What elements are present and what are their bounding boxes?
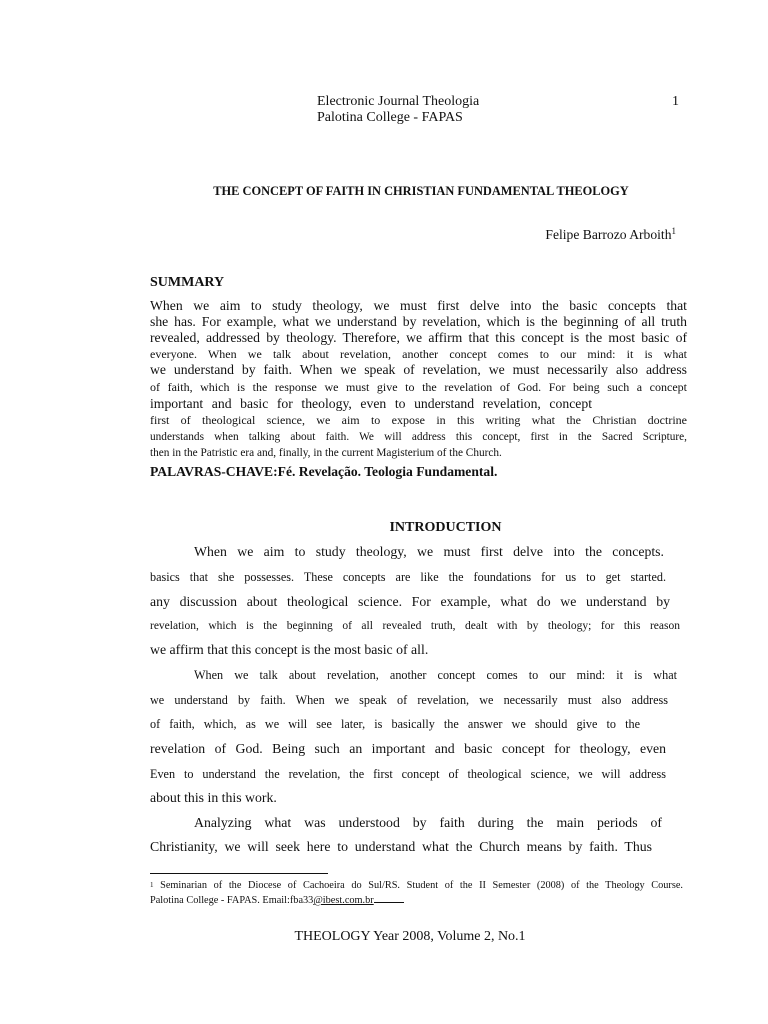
summary-line: revealed, addressed by theology. Therefore, we affirm that this concept is the most basic of xyxy=(150,330,687,345)
paragraph-line: revelation, which is the beginning of all revealed truth, dealt with by theology; for this reason xyxy=(150,620,680,632)
summary-line: When we aim to study theology, we must first delve into the basic concepts that xyxy=(150,298,687,313)
paragraph-line: revelation of God. Being such an important and basic concept for theology, even xyxy=(150,741,666,756)
keywords: PALAVRAS-CHAVE:Fé. Revelação. Teologia Fundamental. xyxy=(150,464,498,479)
footnote-mark: 1 xyxy=(150,881,154,889)
paragraph-line: Even to understand the revelation, the first concept of theological science, we will address xyxy=(150,767,666,781)
summary-line: understands when talking about faith. We will address this concept, first in the Sacred Scripture, xyxy=(150,431,687,443)
summary-line: she has. For example, what we understand by revelation, which is the beginning of all truth xyxy=(150,314,687,329)
summary-line: important and basic for theology, even to understand revelation, concept xyxy=(150,396,592,411)
paragraph-line: any discussion about theological science. For example, what do we understand by xyxy=(150,594,670,609)
paragraph-line: we understand by faith. When we speak of revelation, we necessarily must also address xyxy=(150,693,668,707)
paragraph-line: basics that she possesses. These concepts are like the foundations for us to get started. xyxy=(150,570,666,584)
paragraph-line: we affirm that this concept is the most basic of all. xyxy=(150,642,429,657)
author-footnote-mark: 1 xyxy=(671,226,676,236)
footnote-line xyxy=(150,892,404,907)
footnote-separator xyxy=(150,873,328,874)
summary-line: we understand by faith. When we speak of revelation, we must necessarily also address xyxy=(150,362,687,377)
header-journal-name: Electronic Journal Theologia xyxy=(317,94,480,109)
summary-line: of faith, which is the response we must give to the revelation of God. For being such a concept xyxy=(150,380,687,394)
page-footer: THEOLOGY Year 2008, Volume 2, No.1 xyxy=(294,929,526,944)
paper-title: THE CONCEPT OF FAITH IN CHRISTIAN FUNDAMENTAL THEOLOGY xyxy=(213,184,629,198)
paragraph-line: When we talk about revelation, another concept comes to our mind: it is what xyxy=(194,668,677,682)
summary-line: first of theological science, we aim to expose in this writing what the Christian doctrine xyxy=(150,413,687,427)
summary-line: then in the Patristic era and, finally, in the current Magisterium of the Church. xyxy=(150,447,502,459)
author-line xyxy=(545,227,676,243)
footnote-underline xyxy=(374,892,404,903)
paragraph-line: When we aim to study theology, we must first delve into the concepts. xyxy=(194,544,664,559)
summary-line: everyone. When we talk about revelation, another concept comes to our mind: it is what xyxy=(150,347,687,361)
footnote-line xyxy=(150,879,683,892)
footnote-email-link[interactable]: @ibest.com.br xyxy=(313,895,374,906)
paragraph-line: of faith, which, as we will see later, is basically the answer we should give to the xyxy=(150,717,640,731)
paragraph-line: Christianity, we will seek here to understand what the Church means by faith. Thus xyxy=(150,839,652,854)
summary-heading: SUMMARY xyxy=(150,275,225,290)
author-name: Felipe Barrozo Arboith xyxy=(545,227,672,242)
footnote-text: Seminarian of the Diocese of Cachoeira do Sul/RS. Student of the II Semester (2008) of the Theology Course. xyxy=(160,880,683,891)
header-page-number: 1 xyxy=(672,94,679,109)
paragraph-line: about this in this work. xyxy=(150,790,277,805)
introduction-heading: INTRODUCTION xyxy=(389,520,502,535)
header-college-name: Palotina College - FAPAS xyxy=(317,110,463,125)
paragraph-line: Analyzing what was understood by faith during the main periods of xyxy=(194,815,662,830)
footnote-affiliation-email: Palotina College - FAPAS. Email:fba33 xyxy=(150,895,314,906)
